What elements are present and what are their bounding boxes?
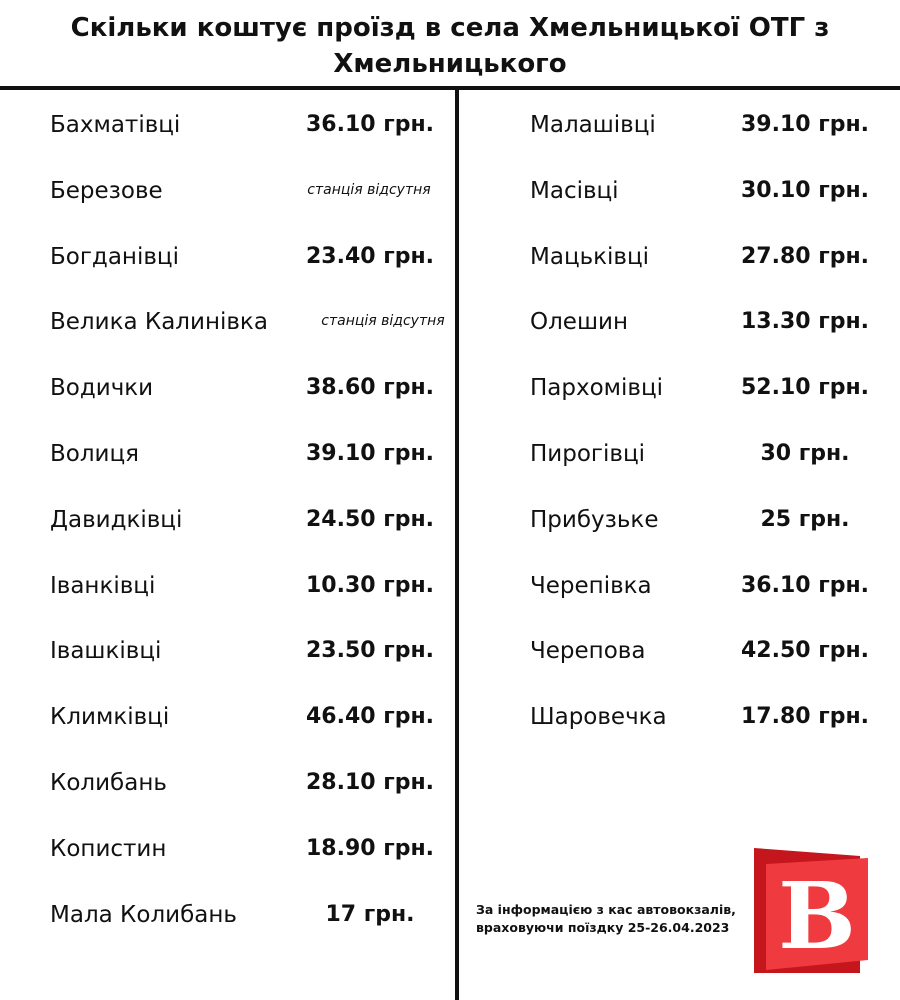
fare-price: 18.90 грн.: [305, 835, 435, 861]
fare-price: 23.50 грн.: [305, 638, 435, 664]
list-item: [530, 698, 890, 764]
list-item: [530, 238, 890, 304]
list-item: [50, 830, 450, 896]
list-item: [50, 238, 450, 304]
village-name: Климківці: [50, 704, 170, 731]
header-divider: [0, 86, 900, 90]
column-divider: [455, 88, 459, 1000]
fare-price: 39.10 грн.: [740, 112, 870, 137]
fare-price: 36.10 грн.: [740, 572, 870, 598]
fare-price: 24.50 грн.: [305, 506, 435, 532]
fare-price: 30.10 грн.: [740, 177, 870, 203]
brand-logo-graphic: [752, 848, 872, 973]
list-item: [50, 698, 450, 764]
list-item: [50, 172, 450, 238]
village-name: Велика Калинівка: [50, 309, 268, 336]
village-name: Пархомівці: [530, 375, 664, 402]
right-price-list: [530, 106, 890, 764]
fare-price: 13.30 грн.: [740, 309, 870, 335]
village-name: Малашівці: [530, 112, 656, 138]
list-item: [530, 632, 890, 698]
village-name: Бахматівці: [50, 112, 181, 138]
fare-price: 39.10 грн.: [305, 440, 435, 466]
list-item: [50, 106, 450, 172]
list-item: [50, 896, 450, 962]
village-name: Черепова: [530, 638, 646, 665]
list-item: [50, 567, 450, 633]
logo-letter: B: [778, 862, 856, 970]
village-name: Прибузьке: [530, 506, 659, 533]
village-name: Іванківці: [50, 572, 156, 599]
list-item: [530, 567, 890, 633]
village-name: Івашківці: [50, 638, 162, 665]
list-item: [530, 501, 890, 567]
village-name: Олешин: [530, 309, 628, 336]
fare-price: 30 грн.: [760, 440, 850, 466]
fare-price: 46.40 грн.: [305, 704, 435, 730]
station-absent-note: станція відсутня: [321, 313, 445, 330]
fare-price: 36.10 грн.: [305, 112, 435, 137]
village-name: Давидківці: [50, 506, 183, 533]
list-item: [50, 632, 450, 698]
fare-price: 23.40 грн.: [305, 243, 435, 269]
village-name: Шаровечка: [530, 704, 667, 731]
fare-price: 52.10 грн.: [740, 375, 870, 401]
village-name: Черепівка: [530, 572, 652, 599]
list-item: [530, 172, 890, 238]
left-price-list: [50, 106, 450, 961]
village-name: Богданівці: [50, 243, 179, 270]
village-name: Березове: [50, 177, 163, 204]
brand-logo-icon: [752, 848, 872, 973]
list-item: [530, 435, 890, 501]
fare-price: 25 грн.: [760, 506, 850, 532]
list-item: [530, 106, 890, 172]
fare-price: 28.10 грн.: [305, 769, 435, 795]
list-item: [50, 303, 450, 369]
station-absent-note: станція відсутня: [307, 181, 431, 198]
village-name: Мала Колибань: [50, 901, 237, 928]
list-item: [50, 501, 450, 567]
village-name: Колибань: [50, 769, 167, 796]
village-name: Водички: [50, 375, 154, 402]
list-item: [530, 369, 890, 435]
village-name: Масівці: [530, 177, 619, 204]
list-item: [530, 303, 890, 369]
fare-price: 42.50 грн.: [740, 638, 870, 664]
fare-price: 10.30 грн.: [305, 572, 435, 598]
village-name: Мацьківці: [530, 243, 650, 270]
list-item: [50, 369, 450, 435]
village-name: Копистин: [50, 835, 167, 862]
fare-price: 27.80 грн.: [740, 243, 870, 269]
page-title: Скільки коштує проїзд в села Хмельницької ОТГ з Хмельницького: [70, 13, 830, 79]
village-name: Пирогівці: [530, 440, 645, 467]
fare-price: 38.60 грн.: [305, 375, 435, 401]
source-note: За інформацією з кас автовокзалів, враховуючи поїздку 25-26.04.2023: [476, 902, 736, 935]
village-name: Волиця: [50, 440, 139, 467]
fare-price: 17.80 грн.: [740, 704, 870, 730]
list-item: [50, 435, 450, 501]
list-item: [50, 764, 450, 830]
fare-price: 17 грн.: [325, 901, 415, 927]
